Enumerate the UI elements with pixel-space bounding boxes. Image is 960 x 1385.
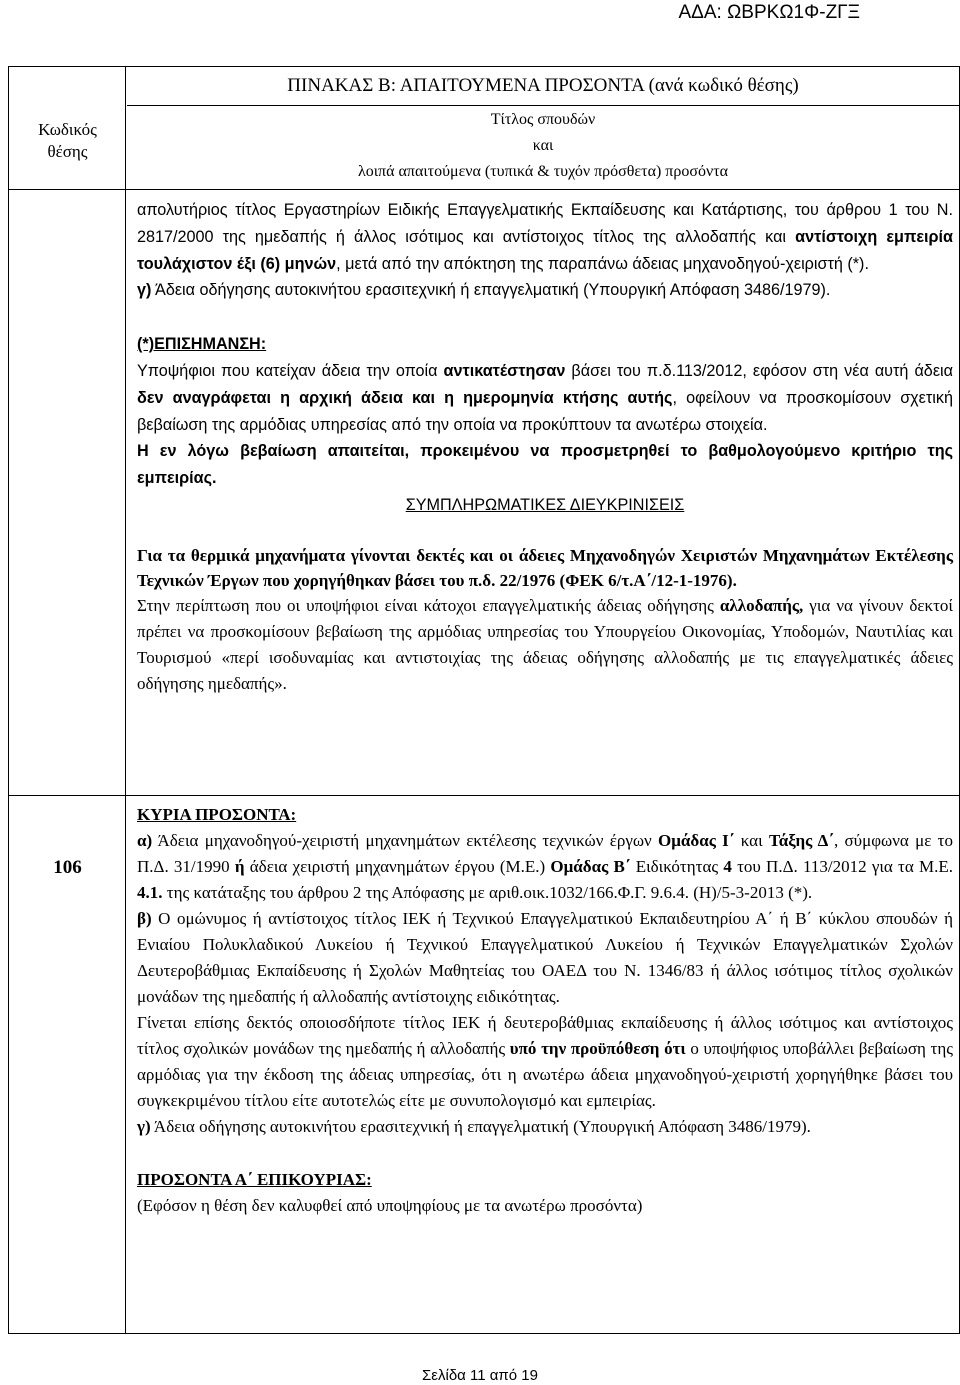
code-label-line-2: θέσης (47, 142, 88, 161)
code-column-header (9, 119, 126, 163)
qualification-b: β) Ο ομώνυμος ή αντίστοιχος τίτλος ΙΕΚ ή Τεχνικού Επαγγελματικού Εκπαιδευτηρίου Α΄ ή Β΄ κύκλου σπουδών ή Ενιαίου Πολυκλαδικού Λυκείου ή Τεχνικού Επαγγελματικού Λυκείου ή Τεχνικών Επαγγελματικών Σχολών Δευτεροβάθμιας Εκπαίδευσης ή Σχολών Μαθητείας του ΟΑΕΔ του Ν. 1346/83 ή άλλος ισότιμος τίτλος σχολικών μονάδων της ημεδαπής ή αλλοδαπής αντίστοιχης ειδικότητας. (137, 909, 953, 1006)
requirements-table (8, 66, 960, 1334)
foreign-licence-paragraph: Στην περίπτωση που οι υποψήφιοι είναι κάτοχοι επαγγελματικής άδειας οδήγησης αλλοδαπής, για να γίνουν δεκτοί πρέπει να προσκομίσουν βεβαίωση της αρμόδιας υπηρεσίας του Υπουργείου Οικονομίας, Υποδομών, Ναυτιλίας και Τουρισμού «περί ισοδυναμίας και αντιστοιχίας της άδειας οδήγησης αλλοδαπής με τις επαγγελματικές άδειες οδήγησης ημεδαπής». (137, 595, 953, 693)
table-title: ΠΙΝΑΚΑΣ Β: ΑΠΑΙΤΟΥΜΕΝΑ ΠΡΟΣΟΝΤΑ (ανά κωδικό θέσης) (127, 67, 959, 106)
code-label-line-1: Κωδικός (38, 120, 97, 139)
supplementary-title: ΣΥΜΠΛΗΡΩΜΑΤΙΚΕΣ ΔΙΕΥΚΡΙΝΙΣΕΙΣ (405, 495, 685, 514)
qualification-c: γ) Άδεια οδήγησης αυτοκινήτου ερασιτεχνική ή επαγγελματική (Υπουργική Απόφαση 3486/1979). (137, 1117, 811, 1136)
page-number: Σελίδα 11 από 19 (422, 1367, 538, 1384)
certificate-note: Η εν λόγω βεβαίωση απαιτείται, προκειμένου να προσμετρηθεί το βαθμολογούμενο κριτήριο της εμπειρίας. (137, 442, 953, 488)
header-sub-line-3: λοιπά απαιτούμενα (τυπικά & τυχόν πρόσθετα) προσόντα (357, 163, 729, 180)
title-paragraph: απολυτήριος τίτλος Εργαστηρίων Ειδικής Επαγγελματικής Εκπαίδευσης και Κατάρτισης, του άρθρου 1 του Ν. 2817/2000 της ημεδαπής ή άλλος ισότιμος και αντίστοιχος τίτλος της αλλοδαπής και αντίστοιχη εμπειρία τουλάχιστον έξι (6) μηνών, μετά από την απόκτηση της παραπάνω άδειας μηχανοδηγού-χειριστή (*). (137, 201, 953, 273)
secondary-qualifications-note: (Εφόσον η θέση δεν καλυφθεί από υποψηφίους με τα ανωτέρω προσόντα) (137, 1196, 643, 1215)
document-code: ΑΔΑ: ΩΒΡΚΩ1Φ-ΖΓΞ (678, 2, 860, 23)
thermal-machines-paragraph: Για τα θερμικά μηχανήματα γίνονται δεκτές και οι άδειες Μηχανοδηγών Χειριστών Μηχανημάτων Εκτέλεσης Τεχνικών Έργων που χορηγήθηκαν βάσει του π.δ. 22/1976 (ΦΕΚ 6/τ.Α΄/12-1-1976). (137, 545, 953, 590)
main-qualifications-title: ΚΥΡΙΑ ΠΡΟΣΟΝΤΑ: (137, 805, 297, 824)
driving-licence-paragraph: γ) Άδεια οδήγησης αυτοκινήτου ερασιτεχνική ή επαγγελματική (Υπουργική Απόφαση 3486/1979). (137, 281, 831, 300)
header-sub-line-2: και (532, 137, 554, 154)
alternative-title-paragraph: Γίνεται επίσης δεκτός οποιοσδήποτε τίτλος ΙΕΚ ή δευτεροβάθμιας εκπαίδευσης ή άλλος ισότιμος και αντίστοιχος τίτλος σχολικών μονάδων της ημεδαπής ή αλλοδαπής υπό την προϋπόθεση ότι ο υποψήφιος υποβάλλει βεβαίωση της αρμόδιας για την έκδοση της άδειας υπηρεσίας, ότι η ανωτέρω άδεια μηχανοδηγού-χειριστή χορηγήθηκε βάσει του συγκεκριμένου τίτλου είτε αυτοτελώς είτε με συνυπολογισμό και εμπειρίας. (137, 1013, 953, 1110)
qualification-a: α) Άδεια μηχανοδηγού-χειριστή μηχανημάτων εκτέλεσης τεχνικών έργων Ομάδας Ι΄ και Τάξης Δ΄, σύμφωνα με το Π.Δ. 31/1990 ή άδεια χειριστή μηχανημάτων έργου (Μ.Ε.) Ομάδας Β΄ Ειδικότητας 4 του Π.Δ. 113/2012 για τα Μ.Ε. 4.1. της κατάταξης του άρθρου 2 της Απόφασης με αριθ.οικ.1032/166.Φ.Γ. 9.6.4. (Η)/5-3-2013 (*). (137, 831, 954, 902)
qualifications-column-header (127, 107, 959, 180)
position-code: 106 (53, 857, 82, 878)
position-106-section (137, 802, 953, 1219)
code-column (9, 67, 126, 1333)
row-divider (9, 795, 959, 796)
note-paragraph: Υποψήφιοι που κατείχαν άδεια την οποία αντικατέστησαν βάσει του π.δ.113/2012, εφόσον στη νέα αυτή άδεια δεν αναγράφεται η αρχική άδεια και η ημερομηνία κτήσης αυτής, οφείλουν να προσκομίσουν σχετική βεβαίωση της αρμόδιας υπηρεσίας από την οποία να προκύπτουν τα ανωτέρω στοιχεία. (137, 361, 953, 434)
header-sub-line-1: Τίτλος σπουδών (490, 111, 596, 128)
note-title: (*)ΕΠΙΣΗΜΑΝΣΗ: (137, 335, 267, 354)
secondary-qualifications-title: ΠΡΟΣΟΝΤΑ Α΄ ΕΠΙΚΟΥΡΙΑΣ: (137, 1170, 372, 1189)
previous-position-section (137, 197, 953, 697)
header-divider (9, 189, 959, 190)
